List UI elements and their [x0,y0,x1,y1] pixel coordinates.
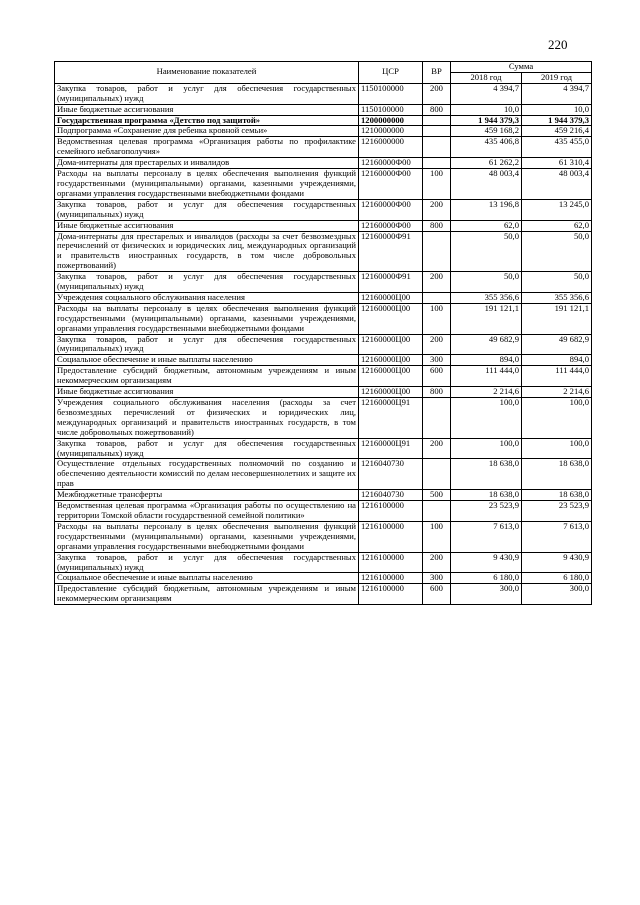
row-name: Закупка товаров, работ и услуг для обеспечения государственных (муниципальных) нужд [55,334,359,355]
table-row [55,292,592,303]
table-row [55,231,592,272]
row-sum-2019: 18 638,0 [522,490,592,501]
row-vr: 200 [423,334,451,355]
row-sum-2019: 300,0 [522,584,592,605]
row-sum-2019: 435 455,0 [522,137,592,158]
row-csr: 12160000Ф00 [359,158,423,169]
row-vr: 800 [423,220,451,231]
row-sum-2019: 7 613,0 [522,521,592,552]
row-csr: 1216040730 [359,459,423,490]
header-csr: ЦСР [359,62,423,84]
budget-table [54,61,592,605]
header-year-2018: 2018 год [451,72,522,83]
row-sum-2018: 7 613,0 [451,521,522,552]
row-name: Иные бюджетные ассигнования [55,104,359,115]
row-sum-2018: 13 196,8 [451,199,522,220]
row-vr [423,459,451,490]
row-csr: 1216040730 [359,490,423,501]
table-row [55,83,592,104]
table-row [55,573,592,584]
row-name: Закупка товаров, работ и услуг для обеспечения государственных (муниципальных) нужд [55,199,359,220]
table-row [55,459,592,490]
row-vr: 200 [423,438,451,459]
row-name: Дома-интернаты для престарелых и инвалидов (расходы за счет безвозмездных перечислений от физических и юридических лиц, международных организаций и правительств иностранных государств, в том числе добровольных пожертвований) [55,231,359,272]
row-csr: 12160000Ф91 [359,231,423,272]
row-sum-2018: 111 444,0 [451,366,522,387]
row-vr: 500 [423,490,451,501]
row-sum-2019: 2 214,6 [522,387,592,398]
row-sum-2018: 18 638,0 [451,490,522,501]
row-sum-2018: 49 682,9 [451,334,522,355]
row-name: Расходы на выплаты персоналу в целях обеспечения выполнения функций государственными (муниципальными) органами, казенными учреждениями, органами управления государственными внебюджетными фондами [55,521,359,552]
row-sum-2018: 191 121,1 [451,303,522,334]
row-name: Социальное обеспечение и иные выплаты населению [55,573,359,584]
row-name: Межбюджетные трансферты [55,490,359,501]
row-sum-2018: 459 168,2 [451,126,522,137]
row-name: Иные бюджетные ассигнования [55,220,359,231]
row-name: Закупка товаров, работ и услуг для обеспечения государственных (муниципальных) нужд [55,272,359,293]
row-vr [423,292,451,303]
row-sum-2018: 18 638,0 [451,459,522,490]
row-csr: 12160000Ф00 [359,199,423,220]
row-sum-2018: 100,0 [451,398,522,439]
table-row [55,398,592,439]
row-sum-2019: 61 310,4 [522,158,592,169]
row-name: Закупка товаров, работ и услуг для обеспечения государственных (муниципальных) нужд [55,83,359,104]
row-sum-2018: 48 003,4 [451,169,522,200]
row-sum-2018: 10,0 [451,104,522,115]
row-name: Ведомственная целевая программа «Организация работы по профилактике семейного неблагополучия» [55,137,359,158]
header-vr: ВР [423,62,451,84]
row-csr: 12160000Ц00 [359,292,423,303]
row-vr: 200 [423,199,451,220]
row-vr: 600 [423,366,451,387]
row-vr: 300 [423,573,451,584]
table-row [55,490,592,501]
row-csr: 12160000Ц00 [359,387,423,398]
row-sum-2019: 6 180,0 [522,573,592,584]
row-sum-2019: 355 356,6 [522,292,592,303]
row-vr [423,501,451,522]
row-sum-2019: 111 444,0 [522,366,592,387]
row-csr: 12160000Ц91 [359,398,423,439]
table-row [55,552,592,573]
row-vr [423,115,451,126]
row-vr: 200 [423,552,451,573]
row-vr: 800 [423,104,451,115]
row-sum-2019: 894,0 [522,355,592,366]
row-sum-2018: 62,0 [451,220,522,231]
table-row [55,438,592,459]
row-name: Подпрограмма «Сохранение для ребенка кровной семьи» [55,126,359,137]
table-row [55,521,592,552]
row-sum-2019: 50,0 [522,272,592,293]
row-csr: 1216100000 [359,573,423,584]
row-csr: 12160000Ц00 [359,303,423,334]
row-csr: 12160000Ц00 [359,334,423,355]
row-name: Учреждения социального обслуживания населения (расходы за счет безвозмездных перечислений от физических и юридических лиц, международных организаций и правительств иностранных государств, в том числе добровольных пожертвований) [55,398,359,439]
row-sum-2019: 13 245,0 [522,199,592,220]
row-name: Учреждения социального обслуживания населения [55,292,359,303]
row-csr: 12160000Ц91 [359,438,423,459]
row-sum-2019: 50,0 [522,231,592,272]
row-name: Дома-интернаты для престарелых и инвалидов [55,158,359,169]
row-name: Расходы на выплаты персоналу в целях обеспечения выполнения функций государственными (муниципальными) органами, казенными учреждениями, органами управления государственными внебюджетными фондами [55,169,359,200]
row-sum-2018: 894,0 [451,355,522,366]
row-name: Иные бюджетные ассигнования [55,387,359,398]
row-vr [423,126,451,137]
row-sum-2018: 4 394,7 [451,83,522,104]
row-vr: 200 [423,83,451,104]
row-sum-2018: 435 406,8 [451,137,522,158]
row-vr: 100 [423,521,451,552]
row-vr [423,158,451,169]
row-sum-2018: 50,0 [451,272,522,293]
row-sum-2019: 48 003,4 [522,169,592,200]
row-vr [423,137,451,158]
row-csr: 1150100000 [359,83,423,104]
row-sum-2019: 10,0 [522,104,592,115]
row-sum-2019: 459 216,4 [522,126,592,137]
row-sum-2018: 50,0 [451,231,522,272]
row-name: Расходы на выплаты персоналу в целях обеспечения выполнения функций государственными (муниципальными) органами, казенными учреждениями, органами управления государственными внебюджетными фондами [55,303,359,334]
row-csr: 1216000000 [359,137,423,158]
row-sum-2018: 355 356,6 [451,292,522,303]
header-sum: Сумма [451,62,592,73]
row-vr: 300 [423,355,451,366]
row-sum-2019: 49 682,9 [522,334,592,355]
row-csr: 12160000Ц00 [359,366,423,387]
row-sum-2018: 100,0 [451,438,522,459]
table-row [55,303,592,334]
table-row [55,115,592,126]
header-row [55,62,592,73]
row-csr: 1216100000 [359,584,423,605]
row-sum-2018: 6 180,0 [451,573,522,584]
row-sum-2019: 23 523,9 [522,501,592,522]
table-row [55,220,592,231]
row-sum-2018: 61 262,2 [451,158,522,169]
row-sum-2019: 1 944 379,3 [522,115,592,126]
row-sum-2019: 18 638,0 [522,459,592,490]
table-row [55,501,592,522]
row-sum-2019: 191 121,1 [522,303,592,334]
table-row [55,272,592,293]
row-vr: 200 [423,272,451,293]
table-row [55,355,592,366]
row-sum-2018: 1 944 379,3 [451,115,522,126]
row-vr [423,231,451,272]
row-csr: 12160000Ц00 [359,355,423,366]
table-row [55,334,592,355]
row-sum-2019: 9 430,9 [522,552,592,573]
table-row [55,104,592,115]
row-name: Государственная программа «Детство под защитой» [55,115,359,126]
table-row [55,366,592,387]
row-name: Ведомственная целевая программа «Организация работы по осуществлению на территории Томской области государственной семейной политики» [55,501,359,522]
table-row [55,169,592,200]
row-csr: 1150100000 [359,104,423,115]
row-csr: 1216100000 [359,552,423,573]
row-name: Закупка товаров, работ и услуг для обеспечения государственных (муниципальных) нужд [55,552,359,573]
table-row [55,584,592,605]
row-csr: 1216100000 [359,521,423,552]
row-sum-2019: 100,0 [522,438,592,459]
row-name: Предоставление субсидий бюджетным, автономным учреждениям и иным некоммерческим организациям [55,584,359,605]
row-vr: 800 [423,387,451,398]
row-csr: 12160000Ф91 [359,272,423,293]
table-row [55,387,592,398]
row-name: Предоставление субсидий бюджетным, автономным учреждениям и иным некоммерческим организациям [55,366,359,387]
row-sum-2018: 9 430,9 [451,552,522,573]
table-row [55,126,592,137]
header-year-2019: 2019 год [522,72,592,83]
row-name: Закупка товаров, работ и услуг для обеспечения государственных (муниципальных) нужд [55,438,359,459]
row-csr: 12160000Ф00 [359,220,423,231]
row-csr: 1200000000 [359,115,423,126]
row-sum-2018: 300,0 [451,584,522,605]
row-vr: 100 [423,169,451,200]
row-sum-2018: 2 214,6 [451,387,522,398]
row-sum-2019: 4 394,7 [522,83,592,104]
table-row [55,137,592,158]
row-vr: 600 [423,584,451,605]
row-name: Социальное обеспечение и иные выплаты населению [55,355,359,366]
row-sum-2019: 62,0 [522,220,592,231]
row-sum-2019: 100,0 [522,398,592,439]
row-csr: 12160000Ф00 [359,169,423,200]
row-vr: 100 [423,303,451,334]
row-csr: 1210000000 [359,126,423,137]
table-row [55,158,592,169]
table-body [55,83,592,604]
row-csr: 1216100000 [359,501,423,522]
page-number: 220 [548,37,568,52]
header-name: Наименование показателей [55,62,359,84]
row-sum-2018: 23 523,9 [451,501,522,522]
row-vr [423,398,451,439]
row-name: Осуществление отдельных государственных полномочий по созданию и обеспечению деятельности комиссий по делам несовершеннолетних и защите их прав [55,459,359,490]
table-row [55,199,592,220]
